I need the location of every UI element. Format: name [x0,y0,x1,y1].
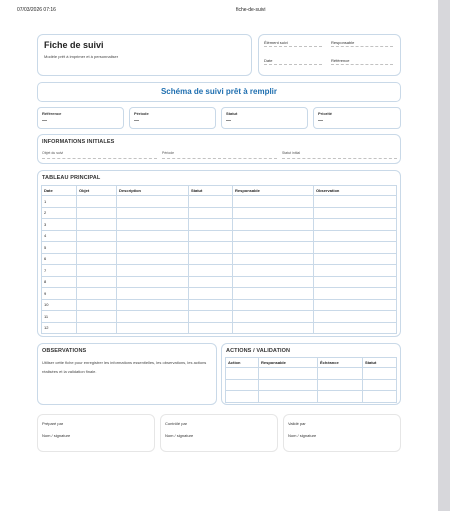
actions-cell[interactable] [363,391,397,403]
main-table-card [37,170,401,337]
actions-cell[interactable] [259,391,318,403]
row-number: 3 [42,219,77,231]
banner-text: Schéma de suivi prêt à remplir [160,87,278,96]
initial-info-card [37,134,401,164]
field-period-label: Période [134,111,149,116]
table-cell[interactable] [233,265,314,277]
table-cell[interactable] [117,276,189,288]
table-row [42,311,397,323]
table-cell[interactable] [314,265,397,277]
table-cell[interactable] [189,230,233,242]
table-cell[interactable] [117,230,189,242]
table-cell[interactable] [77,288,117,300]
table-cell[interactable] [189,299,233,311]
row-number: 1 [42,196,77,208]
row-number: 6 [42,253,77,265]
main-table-title: TABLEAU PRINCIPAL [42,175,101,181]
object-label: Objet du suivi [42,151,64,155]
signature-checked[interactable] [160,414,278,452]
col-object: Objet [77,186,117,196]
page-subtitle: Modèle prêt à imprimer et à personnaliser [44,54,119,59]
table-row [42,196,397,208]
table-cell[interactable] [189,322,233,334]
table-row [42,207,397,219]
table-cell[interactable] [233,253,314,265]
date-field[interactable] [264,64,322,65]
table-cell[interactable] [77,322,117,334]
status-label: Statut initial [282,151,301,155]
table-cell[interactable] [233,322,314,334]
table-cell[interactable] [77,230,117,242]
table-cell[interactable] [233,311,314,323]
signature-checked-sub: Nom / signature [165,433,194,438]
row-number: 7 [42,265,77,277]
field-priority-label: Priorité [318,111,333,116]
table-cell[interactable] [117,242,189,254]
table-cell[interactable] [314,242,397,254]
signature-checked-label: Contrôlé par [165,421,188,426]
table-cell[interactable] [314,230,397,242]
table-cell[interactable] [233,207,314,219]
signature-prepared-label: Préparé par [42,421,64,426]
table-cell[interactable] [189,311,233,323]
actions-cell[interactable] [363,368,397,380]
col-observation: Observation [314,186,397,196]
actions-cell[interactable] [318,379,363,391]
object-field[interactable] [42,158,157,159]
meta-card [258,34,401,76]
table-cell[interactable] [77,311,117,323]
row-number: 2 [42,207,77,219]
table-cell[interactable] [117,196,189,208]
col-description: Description [117,186,189,196]
table-cell[interactable] [77,196,117,208]
field-reference-label: Référence [42,111,62,116]
table-cell[interactable] [233,219,314,231]
table-cell[interactable] [117,253,189,265]
table-cell[interactable] [233,276,314,288]
period-label: Période [162,151,175,155]
table-cell[interactable] [189,265,233,277]
col-status: Statut [189,186,233,196]
col-deadline: Échéance [318,358,363,368]
table-cell[interactable] [233,196,314,208]
responsible-field[interactable] [331,46,393,47]
table-cell[interactable] [314,207,397,219]
print-page-title: fiche-de-suivi [236,7,266,13]
table-row [42,276,397,288]
status-field[interactable] [282,158,397,159]
field-status-label: Statut [226,111,238,116]
table-row [42,265,397,277]
table-cell[interactable] [189,207,233,219]
table-cell[interactable] [233,230,314,242]
table-cell[interactable] [314,219,397,231]
actions-cell[interactable] [259,368,318,380]
banner [37,82,401,102]
field-status[interactable] [221,107,308,129]
actions-row [226,391,397,403]
actions-cell[interactable] [363,379,397,391]
table-cell[interactable] [77,219,117,231]
table-cell[interactable] [117,265,189,277]
table-cell[interactable] [189,253,233,265]
field-priority[interactable] [313,107,401,129]
field-priority-value: — [318,118,323,124]
table-cell[interactable] [314,311,397,323]
signature-validated-sub: Nom / signature [288,433,317,438]
table-cell[interactable] [117,299,189,311]
element-label: Élément suivi [264,40,288,45]
table-row [42,230,397,242]
period-field[interactable] [162,158,277,159]
table-row [42,253,397,265]
observations-title: OBSERVATIONS [42,348,87,354]
observations-card [37,343,217,405]
table-cell[interactable] [77,253,117,265]
scrollbar[interactable] [438,0,450,511]
row-number: 5 [42,242,77,254]
table-cell[interactable] [233,288,314,300]
actions-cell[interactable] [259,379,318,391]
signature-validated[interactable] [283,414,401,452]
field-status-value: — [226,118,231,124]
col-action-responsible: Responsable [259,358,318,368]
table-cell[interactable] [117,219,189,231]
table-row [42,299,397,311]
table-row [42,288,397,300]
table-row [42,219,397,231]
table-cell[interactable] [314,276,397,288]
actions-cell[interactable] [318,391,363,403]
page-title: Fiche de suivi [44,40,104,50]
main-table-header [42,186,397,196]
table-cell[interactable] [233,299,314,311]
table-cell[interactable] [77,207,117,219]
row-number: 11 [42,311,77,323]
signature-prepared-sub: Nom / signature [42,433,71,438]
actions-row [226,368,397,380]
table-cell[interactable] [117,311,189,323]
date-label: Date [264,58,273,63]
table-cell[interactable] [189,276,233,288]
table-cell[interactable] [77,276,117,288]
row-number: 9 [42,288,77,300]
table-cell[interactable] [189,196,233,208]
actions-cell[interactable] [226,379,259,391]
col-action: Action [226,358,259,368]
row-number: 8 [42,276,77,288]
table-cell[interactable] [314,299,397,311]
signature-prepared[interactable] [37,414,155,452]
row-number: 10 [42,299,77,311]
table-cell[interactable] [189,219,233,231]
actions-card [221,343,401,405]
actions-row [226,379,397,391]
table-cell[interactable] [77,242,117,254]
responsible-label: Responsable [331,40,355,45]
actions-cell[interactable] [318,368,363,380]
table-cell[interactable] [189,288,233,300]
actions-table-header [226,358,397,368]
initial-info-title: INFORMATIONS INITIALES [42,139,115,145]
table-cell[interactable] [77,299,117,311]
table-cell[interactable] [314,288,397,300]
table-cell[interactable] [117,288,189,300]
field-reference[interactable] [37,107,124,129]
field-reference-value: — [42,118,47,124]
signature-validated-label: Validé par [288,421,306,426]
actions-cell[interactable] [226,391,259,403]
field-period[interactable] [129,107,216,129]
table-cell[interactable] [314,322,397,334]
table-cell[interactable] [117,207,189,219]
table-row [42,242,397,254]
print-datetime: 07/03/2026 07:16 [17,7,56,13]
table-cell[interactable] [314,253,397,265]
field-period-value: — [134,118,139,124]
reference-label: Référence [331,58,350,63]
table-cell[interactable] [117,322,189,334]
actions-table [225,357,397,403]
col-action-status: Statut [363,358,397,368]
row-number: 4 [42,230,77,242]
table-cell[interactable] [233,242,314,254]
observations-text: Utiliser cette fiche pour enregistrer les informations essentielles, les observations, les actions réalisées et la validation finale. [42,360,207,374]
element-field[interactable] [264,46,322,47]
reference-field[interactable] [331,64,393,65]
col-responsible: Responsable [233,186,314,196]
title-card [37,34,252,76]
row-number: 12 [42,322,77,334]
actions-cell[interactable] [226,368,259,380]
actions-title: ACTIONS / VALIDATION [226,348,291,354]
table-cell[interactable] [189,242,233,254]
table-cell[interactable] [77,265,117,277]
col-date: Date [42,186,77,196]
main-table [41,185,397,334]
table-row [42,322,397,334]
table-cell[interactable] [314,196,397,208]
